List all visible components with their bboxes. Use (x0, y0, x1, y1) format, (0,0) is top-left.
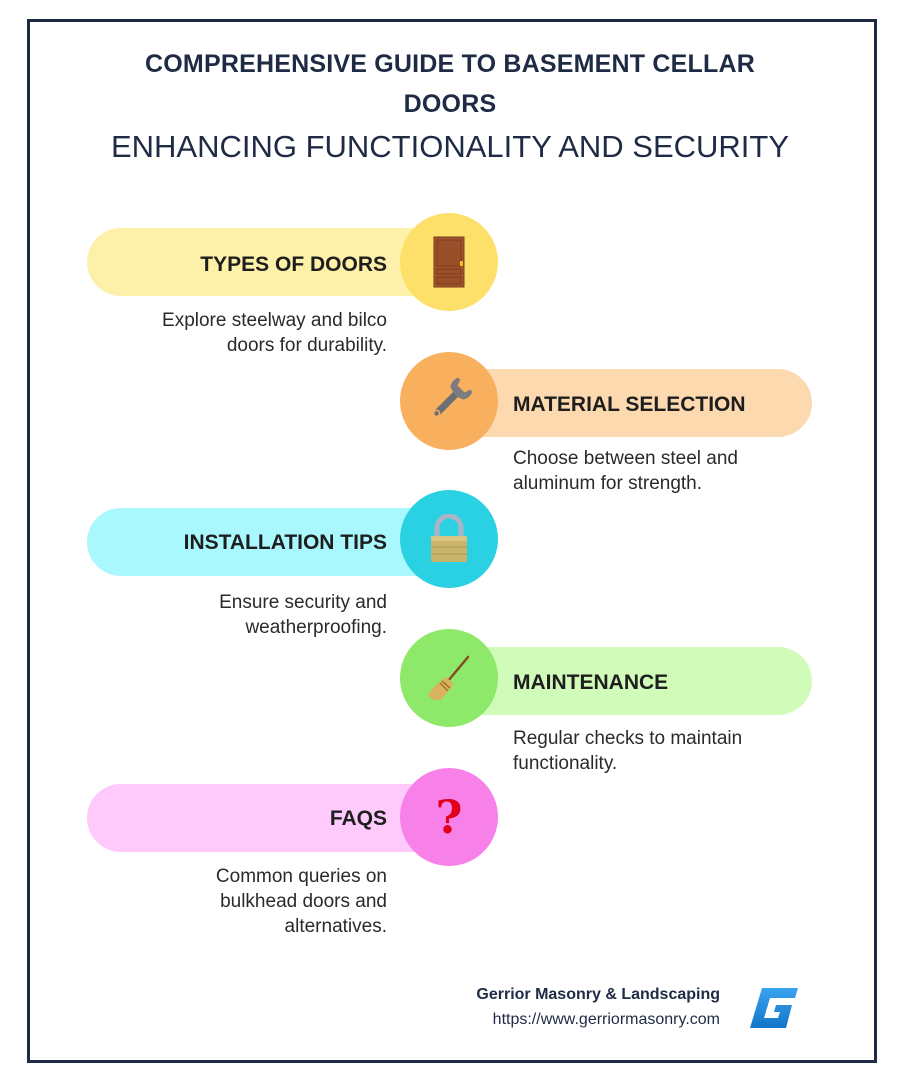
desc-line: Choose between steel and (513, 448, 738, 469)
question-mark-icon: ? (435, 790, 463, 844)
desc-line: Ensure security and (219, 592, 387, 613)
company-url-link[interactable]: https://www.gerriormasonry.com (492, 1011, 720, 1028)
desc-line: doors for durability. (226, 335, 387, 356)
section-types-of-doors-desc (107, 308, 387, 358)
page-subtitle: ENHANCING FUNCTIONALITY AND SECURITY (110, 129, 790, 164)
section-types-of-doors-circle (400, 213, 498, 311)
title-line-2: DOORS (403, 90, 497, 118)
desc-line: bulkhead doors and (220, 891, 387, 912)
section-installation-tips-circle (400, 490, 498, 588)
desc-line: aluminum for strength. (513, 473, 703, 494)
page-title (60, 44, 840, 124)
broom-icon (422, 651, 476, 705)
section-maintenance-circle (400, 629, 498, 727)
section-maintenance-label: MAINTENANCE (513, 671, 669, 694)
section-faqs-desc (107, 864, 387, 939)
section-types-of-doors-label: TYPES OF DOORS (200, 253, 387, 276)
desc-line: Common queries on (215, 866, 387, 887)
section-material-selection-circle (400, 352, 498, 450)
desc-line: Regular checks to maintain (513, 728, 743, 749)
wrench-icon (422, 374, 476, 428)
section-maintenance-desc (513, 726, 803, 776)
desc-line: Explore steelway and bilco (162, 310, 387, 331)
section-installation-tips-label: INSTALLATION TIPS (183, 531, 387, 554)
company-name: Gerrior Masonry & Landscaping (476, 986, 720, 1003)
door-icon (433, 236, 465, 288)
desc-line: alternatives. (284, 916, 387, 937)
section-material-selection-desc (513, 446, 803, 496)
lock-icon (429, 514, 469, 564)
section-installation-tips-desc (107, 590, 387, 640)
section-faqs-circle (400, 768, 498, 866)
desc-line: weatherproofing. (245, 617, 387, 638)
section-faqs-label: FAQS (329, 807, 387, 830)
title-line-1: COMPREHENSIVE GUIDE TO BASEMENT CELLAR (145, 50, 755, 78)
section-material-selection-label: MATERIAL SELECTION (513, 393, 746, 416)
desc-line: functionality. (513, 753, 618, 774)
company-logo-icon (748, 986, 800, 1030)
